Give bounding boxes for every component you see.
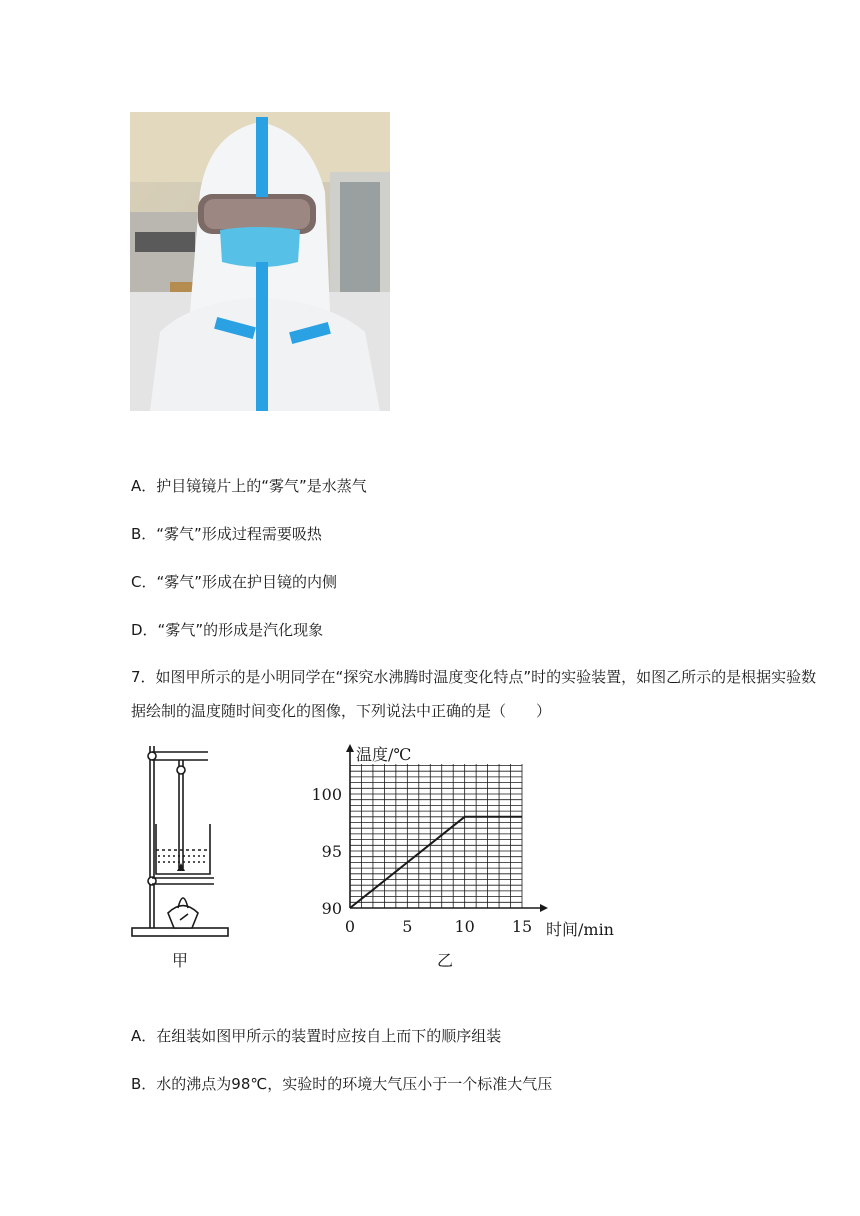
y-axis-label: 温度/℃ bbox=[356, 745, 412, 764]
x-tick-label: 0 bbox=[344, 917, 356, 936]
x-tick-label: 15 bbox=[511, 917, 533, 936]
q7-option-b: B．水的沸点为98℃，实验时的环境大气压小于一个标准大气压 bbox=[131, 1075, 553, 1093]
fig-jia-label: 甲 bbox=[172, 951, 189, 970]
y-tick-label: 95 bbox=[321, 842, 342, 861]
temperature-chart bbox=[300, 738, 640, 938]
y-axis-arrow bbox=[346, 744, 354, 752]
x-axis-label: 时间/min bbox=[546, 920, 614, 938]
protective-suit-photo bbox=[130, 112, 390, 411]
x-tick-label: 5 bbox=[402, 917, 413, 936]
q7-stem: 7．如图甲所示的是小明同学在“探究水沸腾时温度变化特点”时的实验装置，如图乙所示的是根据实验数据绘制的温度随时间变化的图像，下列说法中正确的是（ ） bbox=[131, 668, 817, 720]
q6-option-d: D．“雾气”的形成是汽化现象 bbox=[131, 621, 324, 639]
x-tick-label: 10 bbox=[454, 917, 475, 936]
fig-yi-label: 乙 bbox=[437, 951, 454, 970]
y-tick-label: 100 bbox=[311, 785, 342, 804]
x-axis-arrow bbox=[540, 904, 548, 912]
q6-option-b: B．“雾气”形成过程需要吸热 bbox=[131, 525, 322, 543]
y-tick-label: 90 bbox=[321, 899, 342, 918]
apparatus-figure bbox=[128, 738, 238, 943]
q7-option-a: A．在组装如图甲所示的装置时应按自上而下的顺序组装 bbox=[131, 1027, 502, 1045]
q6-option-a: A．护目镜镜片上的“雾气”是水蒸气 bbox=[131, 477, 367, 495]
q6-option-c: C．“雾气”形成在护目镜的内侧 bbox=[131, 573, 338, 591]
